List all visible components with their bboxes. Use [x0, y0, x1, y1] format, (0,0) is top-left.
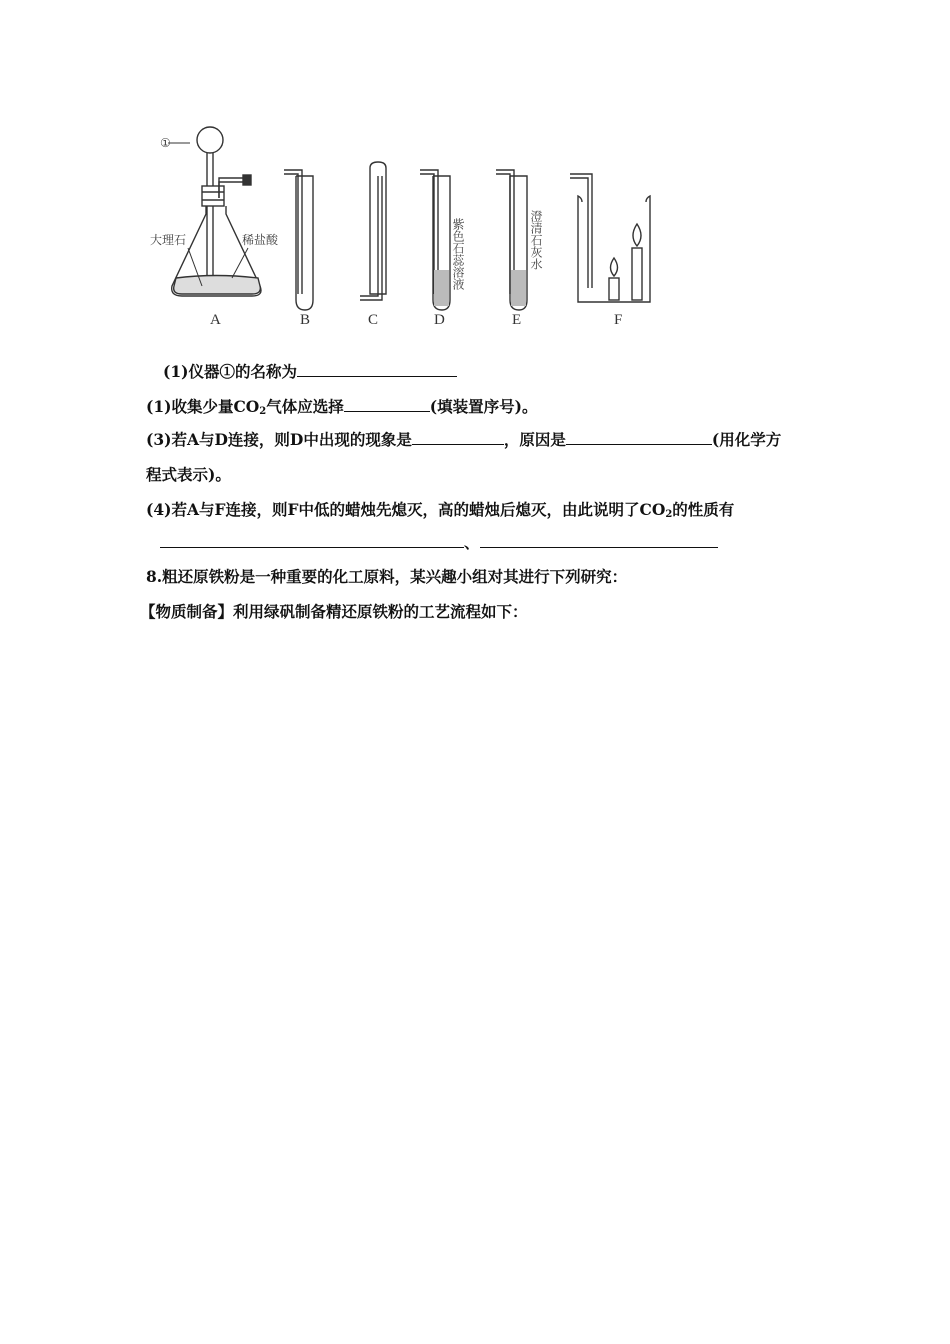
- answer-blank: [344, 395, 430, 412]
- caption-b: B: [300, 312, 311, 328]
- answer-blank: [412, 428, 504, 445]
- question-2: (1)收集少量$CO_2$气体应选择 (填装置序号)。: [146, 397, 538, 417]
- question-8: 8.粗还原铁粉是一种重要的化工原料，某兴趣小组对其进行下列研究：: [146, 567, 628, 586]
- caption-f: F: [614, 312, 623, 328]
- marble-label: 大理石: [150, 233, 187, 247]
- litmus-label: 紫色石蕊溶液: [451, 218, 465, 290]
- answer-blank: [160, 531, 464, 548]
- caption-e: E: [512, 312, 522, 328]
- answer-blank: [480, 531, 718, 548]
- question-1: (1)仪器①的名称为: [163, 360, 457, 382]
- answer-blank: [566, 428, 712, 445]
- apparatus-figure: [150, 118, 670, 333]
- question-3: (3)若A与D连接，则D中出现的现象是 ，原因是 (用化学方: [146, 430, 782, 449]
- answer-blank: [297, 360, 457, 377]
- caption-c: C: [368, 312, 379, 328]
- funnel-bulb: [197, 127, 223, 153]
- question-4: (4)若A与F连接，则F中低的蜡烛先熄灭，高的蜡烛后熄灭，由此说明了$CO_2$的性质有: [146, 500, 735, 520]
- question-3-cont: 程式表示)。: [146, 465, 231, 484]
- apparatus-diagram: [150, 118, 670, 333]
- marker-label: ①: [160, 136, 171, 150]
- caption-a: A: [210, 312, 221, 328]
- acid-label: 稀盐酸: [242, 233, 279, 247]
- question-4-blanks: 、: [160, 531, 718, 553]
- limewater-label: 澄清石灰水: [529, 210, 543, 270]
- section-preparation: 【物质制备】利用绿矾制备精还原铁粉的工艺流程如下：: [140, 602, 528, 621]
- caption-d: D: [434, 312, 445, 328]
